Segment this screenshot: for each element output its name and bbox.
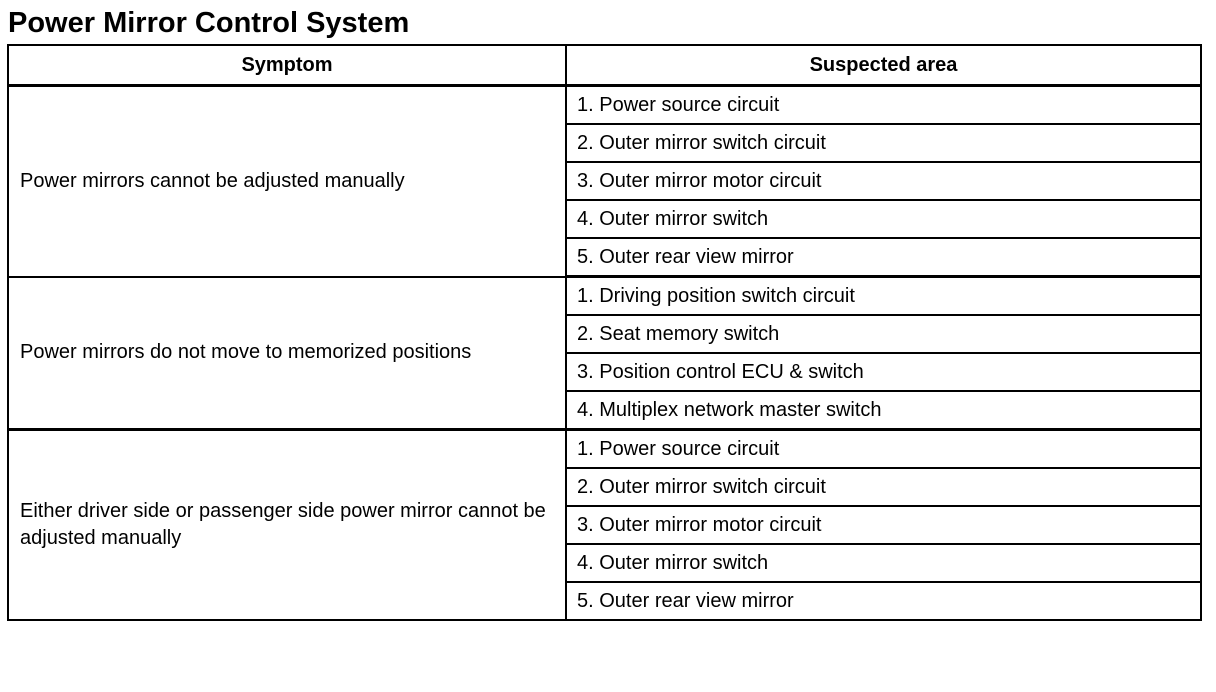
suspected-area-cell: 2. Seat memory switch [566, 315, 1201, 353]
suspected-area-cell: 4. Outer mirror switch [566, 544, 1201, 582]
suspected-area-cell: 1. Power source circuit [566, 86, 1201, 125]
table-row [8, 430, 1201, 469]
suspected-area-cell: 3. Outer mirror motor circuit [566, 162, 1201, 200]
suspected-area-cell: 4. Multiplex network master switch [566, 391, 1201, 430]
suspected-area-cell: 4. Outer mirror switch [566, 200, 1201, 238]
symptom-cell: Power mirrors do not move to memorized positions [8, 277, 566, 430]
symptom-cell: Either driver side or passenger side power mirror cannot be adjusted manually [8, 430, 566, 621]
suspected-area-cell: 3. Outer mirror motor circuit [566, 506, 1201, 544]
table-header [8, 45, 1201, 86]
header-row [8, 45, 1201, 86]
table-row [8, 86, 1201, 125]
page-title: Power Mirror Control System [8, 7, 410, 39]
suspected-area-cell: 5. Outer rear view mirror [566, 582, 1201, 620]
column-header-suspected-area: Suspected area [566, 45, 1201, 86]
table-body [8, 86, 1201, 621]
suspected-area-cell: 2. Outer mirror switch circuit [566, 468, 1201, 506]
table-row [8, 277, 1201, 316]
column-header-symptom: Symptom [8, 45, 566, 86]
symptom-table [7, 44, 1202, 621]
suspected-area-cell: 1. Power source circuit [566, 430, 1201, 469]
suspected-area-cell: 3. Position control ECU & switch [566, 353, 1201, 391]
suspected-area-cell: 5. Outer rear view mirror [566, 238, 1201, 277]
suspected-area-cell: 1. Driving position switch circuit [566, 277, 1201, 316]
suspected-area-cell: 2. Outer mirror switch circuit [566, 124, 1201, 162]
symptom-cell: Power mirrors cannot be adjusted manually [8, 86, 566, 277]
